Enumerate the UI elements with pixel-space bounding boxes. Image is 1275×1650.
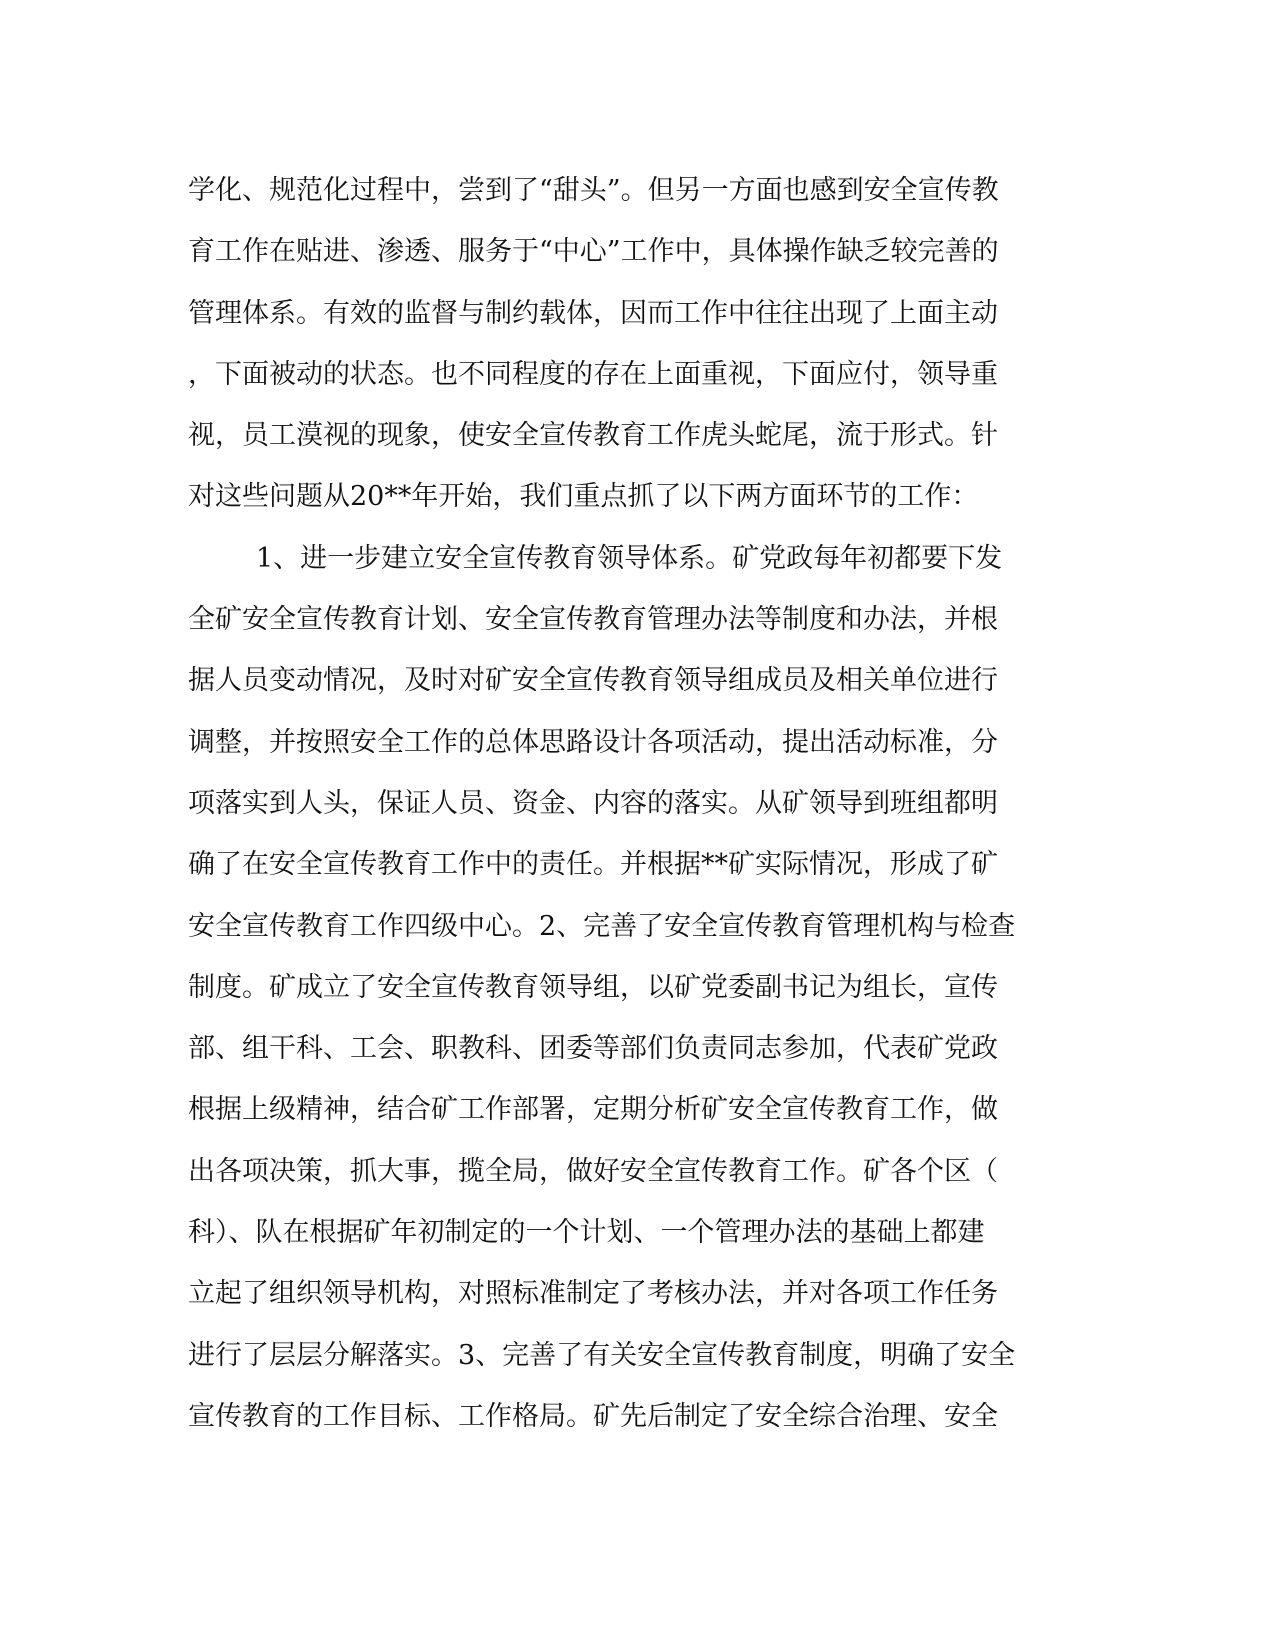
text-line: 管理体系。有效的监督与制约载体，因而工作中往往出现了上面主动 xyxy=(188,297,998,329)
text-line: 项落实到人头，保证人员、资金、内容的落实。从矿领导到班组都明 xyxy=(188,787,998,819)
text-line: 据人员变动情况，及时对矿安全宣传教育领导组成员及相关单位进行 xyxy=(188,665,998,697)
text-line: 立起了组织领导机构，对照标准制定了考核办法，并对各项工作任务 xyxy=(188,1278,998,1310)
body-text xyxy=(188,160,1088,1447)
text-line: 全矿安全宣传教育计划、安全宣传教育管理办法等制度和办法，并根 xyxy=(188,604,998,636)
text-line: 学化、规范化过程中，尝到了“甜头”。但另一方面也感到安全宣传教 xyxy=(188,175,999,206)
text-line: 出各项决策，抓大事，揽全局，做好安全宣传教育工作。矿各个区（ xyxy=(188,1155,998,1187)
text-line: 科）、队在根据矿年初制定的一个计划、一个管理办法的基础上都建 xyxy=(188,1217,985,1249)
text-line: 育工作在贴进、渗透、服务于“中心”工作中，具体操作缺乏较完善的 xyxy=(188,236,999,268)
text-line: 进行了层层分解落实。3、完善了有关安全宣传教育制度，明确了安全 xyxy=(188,1339,1016,1371)
text-line: 安全宣传教育工作四级中心。2、完善了安全宣传教育管理机构与检查 xyxy=(188,910,1016,942)
text-line: ，下面被动的状态。也不同程度的存在上面重视，下面应付，领导重 xyxy=(188,358,998,390)
text-line: 部、组干科、工会、职教科、团委等部们负责同志参加，代表矿党政 xyxy=(188,1033,998,1065)
text-line: 对这些问题从20**年开始，我们重点抓了以下两方面环节的工作： xyxy=(188,481,979,513)
text-line: 制度。矿成立了安全宣传教育领导组，以矿党委副书记为组长，宣传 xyxy=(188,971,998,1003)
text-line: 调整，并按照安全工作的总体思路设计各项活动，提出活动标准，分 xyxy=(188,726,998,758)
paragraph-start-line: 1、进一步建立安全宣传教育领导体系。矿党政每年初都要下发 xyxy=(256,542,1003,574)
text-line: 确了在安全宣传教育工作中的责任。并根据**矿实际情况，形成了矿 xyxy=(188,849,998,881)
text-line: 宣传教育的工作目标、工作格局。矿先后制定了安全综合治理、安全 xyxy=(188,1400,998,1432)
text-line: 视，员工漠视的现象，使安全宣传教育工作虎头蛇尾，流于形式。针 xyxy=(188,420,998,452)
text-line: 根据上级精神，结合矿工作部署，定期分析矿安全宣传教育工作，做 xyxy=(188,1094,998,1126)
